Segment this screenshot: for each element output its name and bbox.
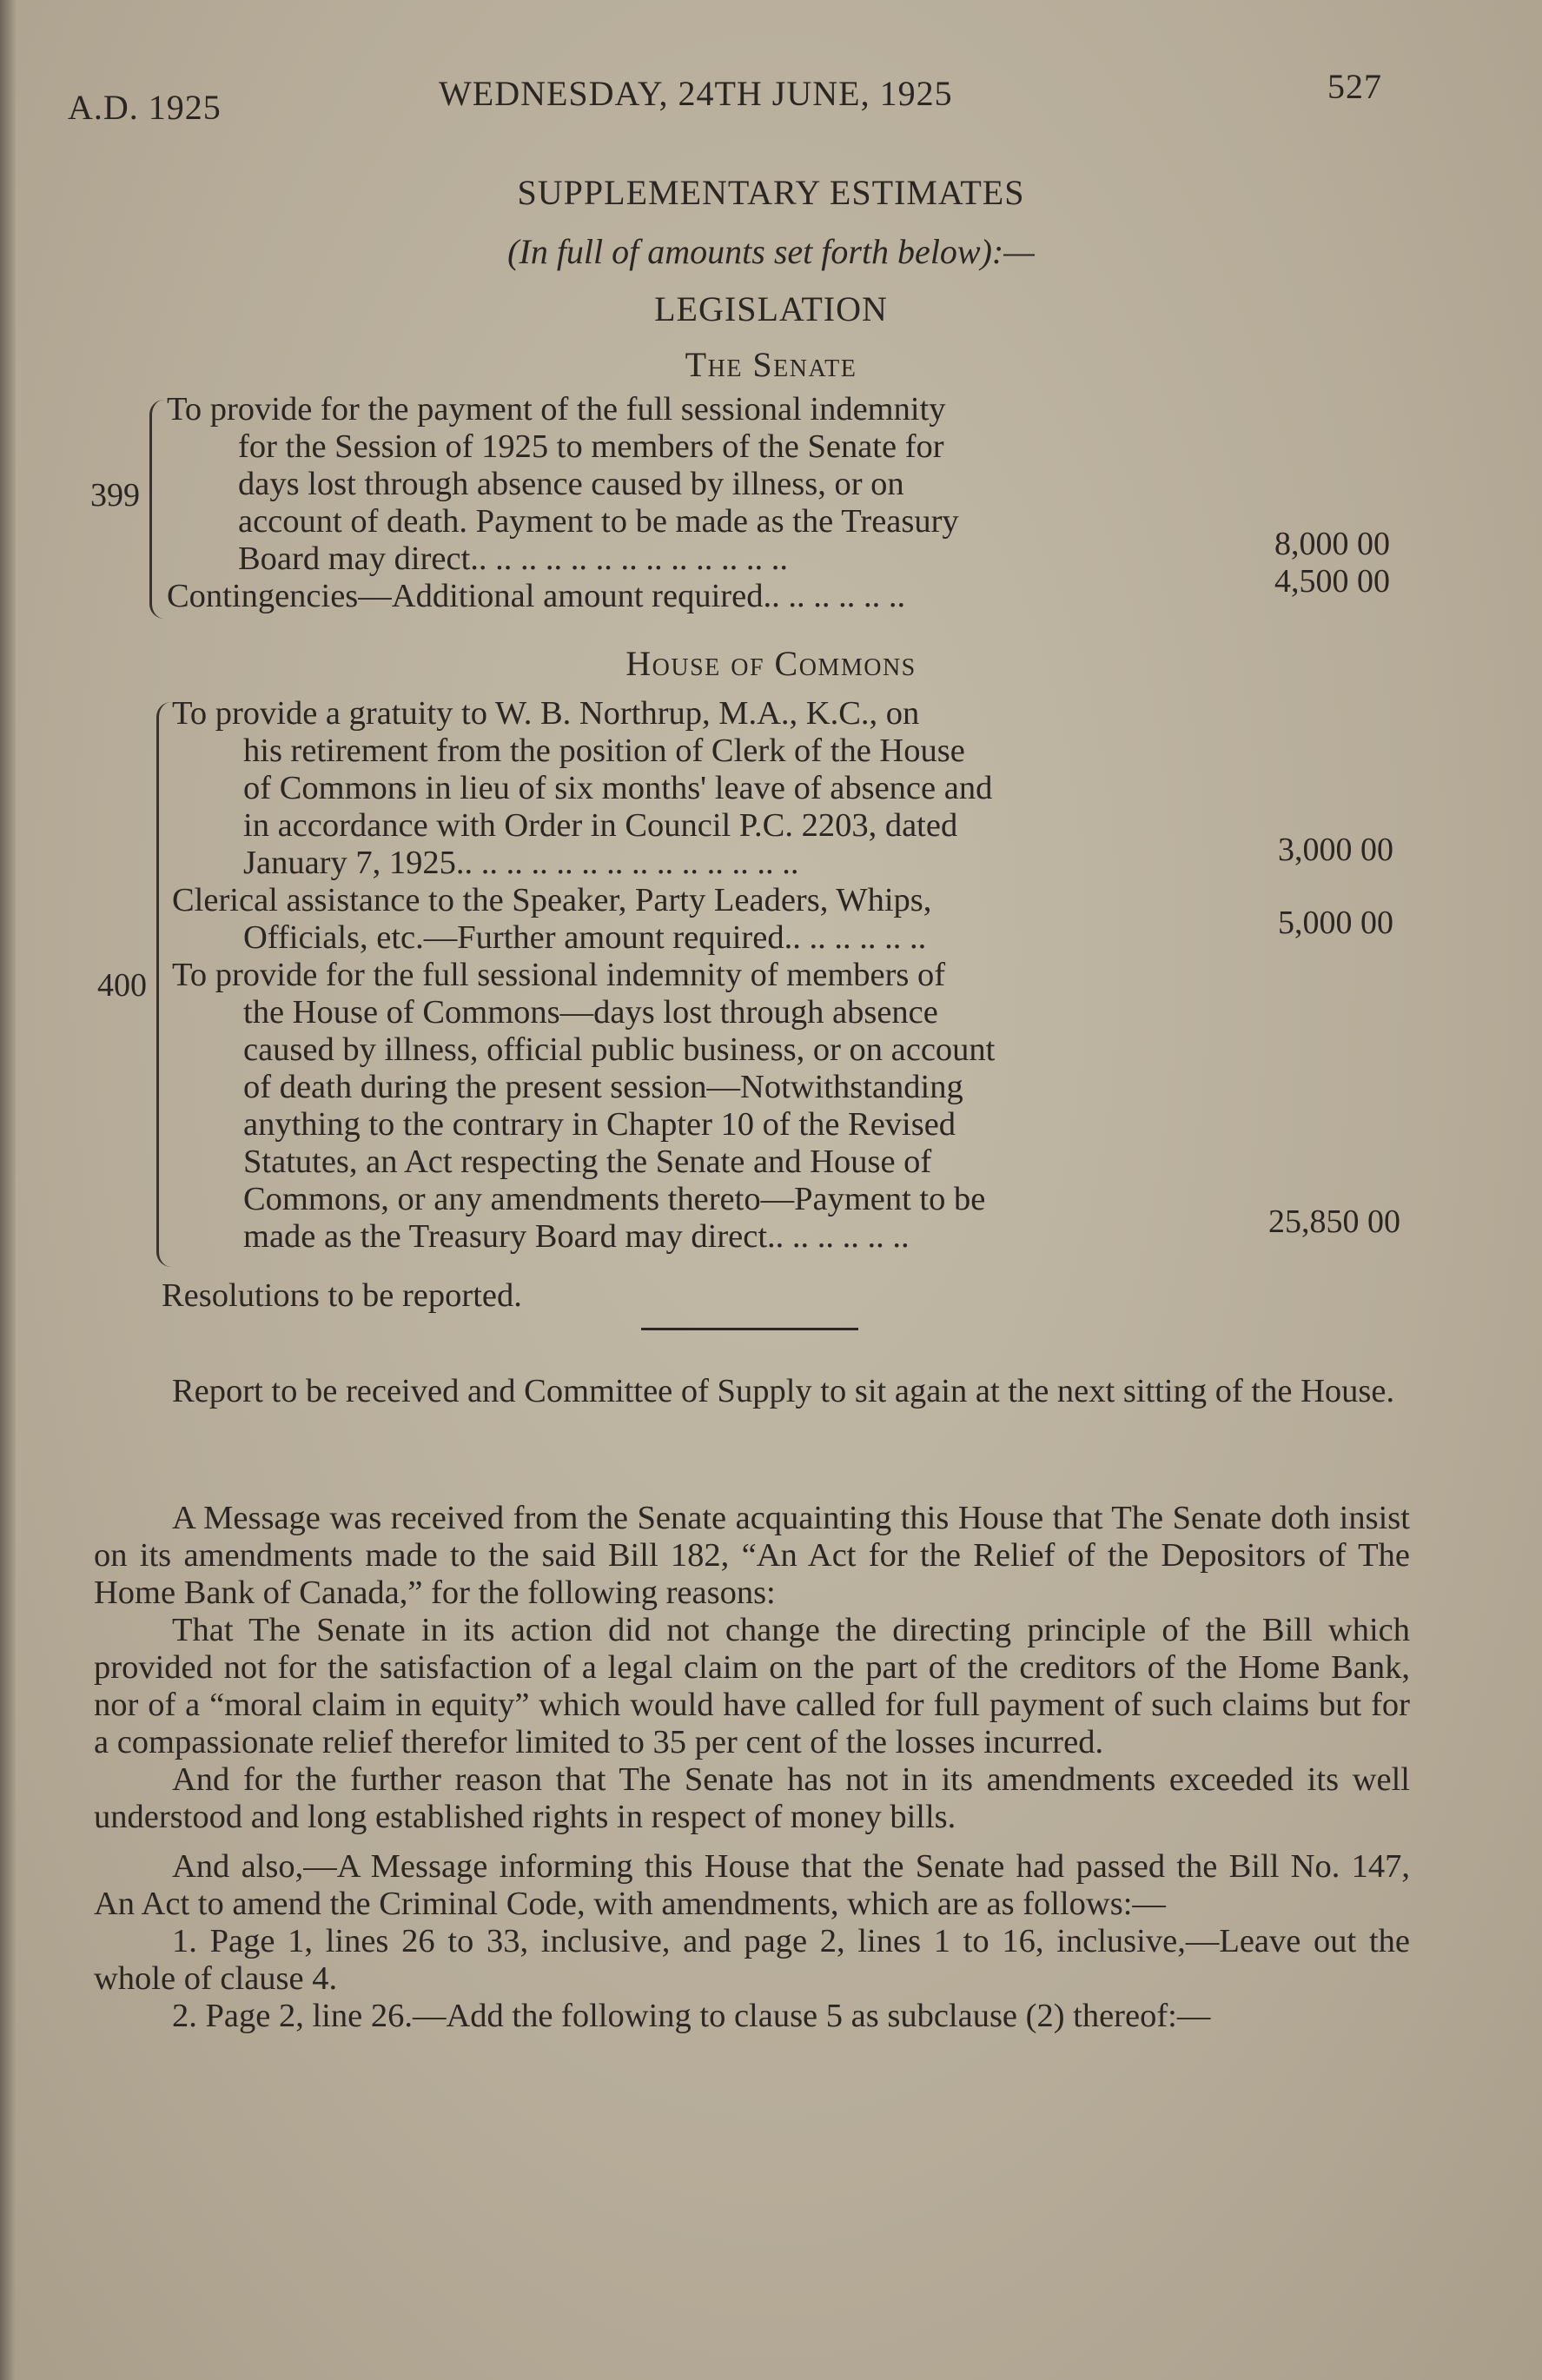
header-date: WEDNESDAY, 24TH JUNE, 1925 (439, 74, 953, 113)
senate-heading: The Senate (685, 345, 857, 384)
estimates-title: SUPPLEMENTARY ESTIMATES (517, 173, 1025, 212)
item-line: Statutes, an Act respecting the Senate and House of (243, 1144, 932, 1180)
amount-commons-indemnity: 25,850 00 (1268, 1203, 1400, 1240)
item-line: in accordance with Order in Council P.C. 2203, dated (243, 807, 958, 844)
item-line: account of death. Payment to be made as the Treasury (238, 503, 959, 540)
item-line: his retirement from the position of Clerk of the House (243, 733, 965, 769)
item-line: Officials, etc.—Further amount required.. .. .. .. .. .. (243, 919, 927, 956)
item-line: caused by illness, official public business, or on account (243, 1031, 996, 1068)
vote-brace (156, 702, 171, 1267)
paragraph: And also,—A Message informing this House that the Senate had passed the Bill No. 147, An Act to amend the Criminal Code, with amendments, which are as follows:— (94, 1848, 1410, 1922)
paragraph: 2. Page 2, line 26.—Add the following to clause 5 as subclause (2) thereof:— (172, 1998, 1211, 2034)
amount-senate-contingencies: 4,500 00 (1274, 563, 1390, 600)
amount-clerical: 5,000 00 (1278, 905, 1393, 941)
paragraph: 1. Page 1, lines 26 to 33, inclusive, and page 2, lines 1 to 16, inclusive,—Leave out the whole of clause 4. (94, 1923, 1410, 1997)
paragraph: And for the further reason that The Senate has not in its amendments exceeded its well understood and long established rights in respect of money bills. (94, 1761, 1410, 1835)
item-line: days lost through absence caused by illness, or on (238, 466, 904, 502)
paragraph: A Message was received from the Senate acquainting this House that The Senate doth insist on its amendments made to the said Bill 182, “An Act for the Relief of the Depositors of The Home Bank of Canada,” for the following reasons: (94, 1500, 1410, 1611)
amount-senate-indemnity: 8,000 00 (1274, 526, 1390, 562)
estimates-subtitle: (In full of amounts set forth below):— (507, 232, 1035, 271)
item-line: of Commons in lieu of six months' leave of absence and (243, 770, 993, 806)
item-line: of death during the present session—Notwithstanding (243, 1069, 963, 1105)
commons-heading: House of Commons (625, 644, 917, 683)
paragraph: Report to be received and Committee of Supply to sit again at the next sitting of the House. (172, 1373, 1395, 1409)
item-line: To provide for the payment of the full sessional indemnity (167, 391, 946, 428)
header-year: A.D. 1925 (68, 88, 222, 127)
section-heading: LEGISLATION (654, 289, 888, 328)
item-line: To provide for the full sessional indemnity of members of (172, 957, 946, 993)
page-number: 527 (1327, 67, 1382, 106)
vote-number-399: 399 (90, 477, 140, 514)
item-line: January 7, 1925.. .. .. .. .. .. .. .. .. .. .. .. .. .. (243, 845, 799, 881)
commons-items (172, 695, 995, 1256)
paragraph-block-2 (94, 1500, 1410, 2035)
vote-number-400: 400 (97, 967, 147, 1004)
senate-items (167, 391, 959, 615)
item-line: the House of Commons—days lost through absence (243, 994, 938, 1031)
item-line: for the Session of 1925 to members of the Senate for (238, 428, 944, 465)
paragraph-block-1 (94, 1373, 1410, 1410)
paragraph: That The Senate in its action did not change the directing principle of the Bill which provided not for the satisfaction of a legal claim on the part of the creditors of the Home Bank, nor of a “moral claim in equity” which would have called for full payment of such claims but for a compassionate relief therefor limited to 35 per cent of the losses incurred. (94, 1612, 1410, 1760)
item-line: Clerical assistance to the Speaker, Party Leaders, Whips, (172, 882, 932, 918)
section-divider (641, 1328, 858, 1330)
item-line: To provide a gratuity to W. B. Northrup, M.A., K.C., on (172, 695, 920, 732)
item-line: Board may direct.. .. .. .. .. .. .. .. .. .. .. .. .. (238, 540, 789, 577)
item-line: made as the Treasury Board may direct.. .. .. .. .. .. (243, 1218, 910, 1255)
resolutions-line: Resolutions to be reported. (162, 1277, 522, 1314)
item-line: Contingencies—Additional amount required.. .. .. .. .. .. (167, 578, 906, 614)
item-line: Commons, or any amendments thereto—Payment to be (243, 1181, 986, 1217)
item-line: anything to the contrary in Chapter 10 of the Revised (243, 1106, 956, 1143)
vote-brace (149, 400, 164, 619)
amount-gratuity: 3,000 00 (1278, 832, 1393, 868)
